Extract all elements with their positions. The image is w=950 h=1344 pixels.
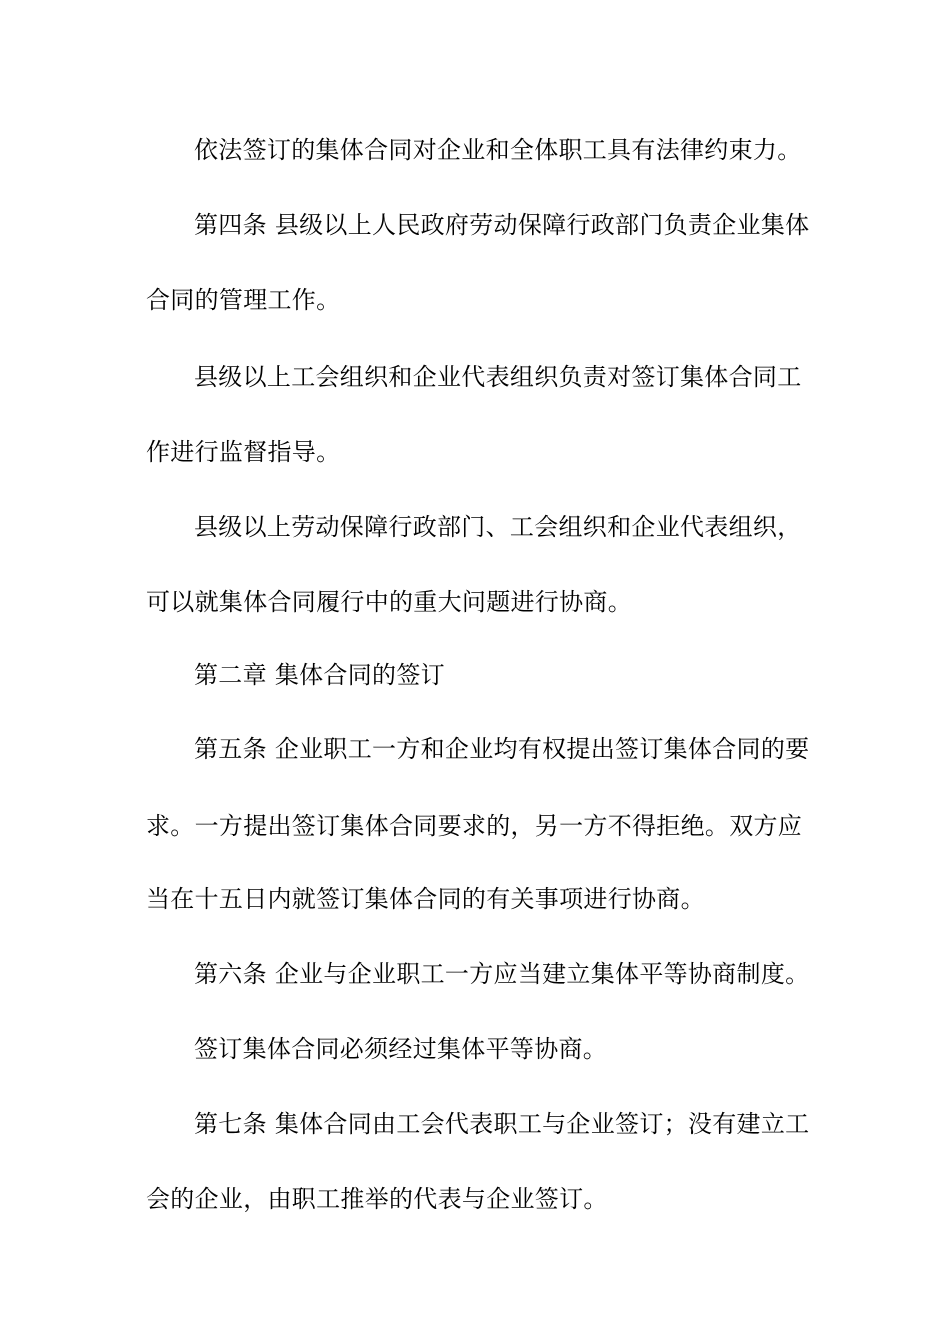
text-line: 会的企业，由职工推举的代表与企业签订。 xyxy=(146,1185,608,1213)
text-line: 签订集体合同必须经过集体平等协商。 xyxy=(194,1035,608,1063)
text-line: 合同的管理工作。 xyxy=(146,286,341,314)
text-line: 第六条 企业与企业职工一方应当建立集体平等协商制度。 xyxy=(194,960,810,988)
text-line: 作进行监督指导。 xyxy=(146,438,341,466)
text-line: 第五条 企业职工一方和企业均有权提出签订集体合同的要 xyxy=(194,735,810,763)
text-line: 依法签订的集体合同对企业和全体职工具有法律约束力。 xyxy=(194,136,802,164)
chapter-heading: 第二章 集体合同的签订 xyxy=(194,661,445,689)
text-line: 求。一方提出签订集体合同要求的，另一方不得拒绝。双方应 xyxy=(146,812,803,840)
text-line: 县级以上劳动保障行政部门、工会组织和企业代表组织， xyxy=(194,513,802,541)
text-line: 第四条 县级以上人民政府劳动保障行政部门负责企业集体 xyxy=(194,211,810,239)
text-line: 第七条 集体合同由工会代表职工与企业签订；没有建立工 xyxy=(194,1110,810,1138)
text-line: 县级以上工会组织和企业代表组织负责对签订集体合同工 xyxy=(194,363,802,391)
text-line: 可以就集体合同履行中的重大问题进行协商。 xyxy=(146,588,632,616)
text-line: 当在十五日内就签订集体合同的有关事项进行协商。 xyxy=(146,885,705,913)
